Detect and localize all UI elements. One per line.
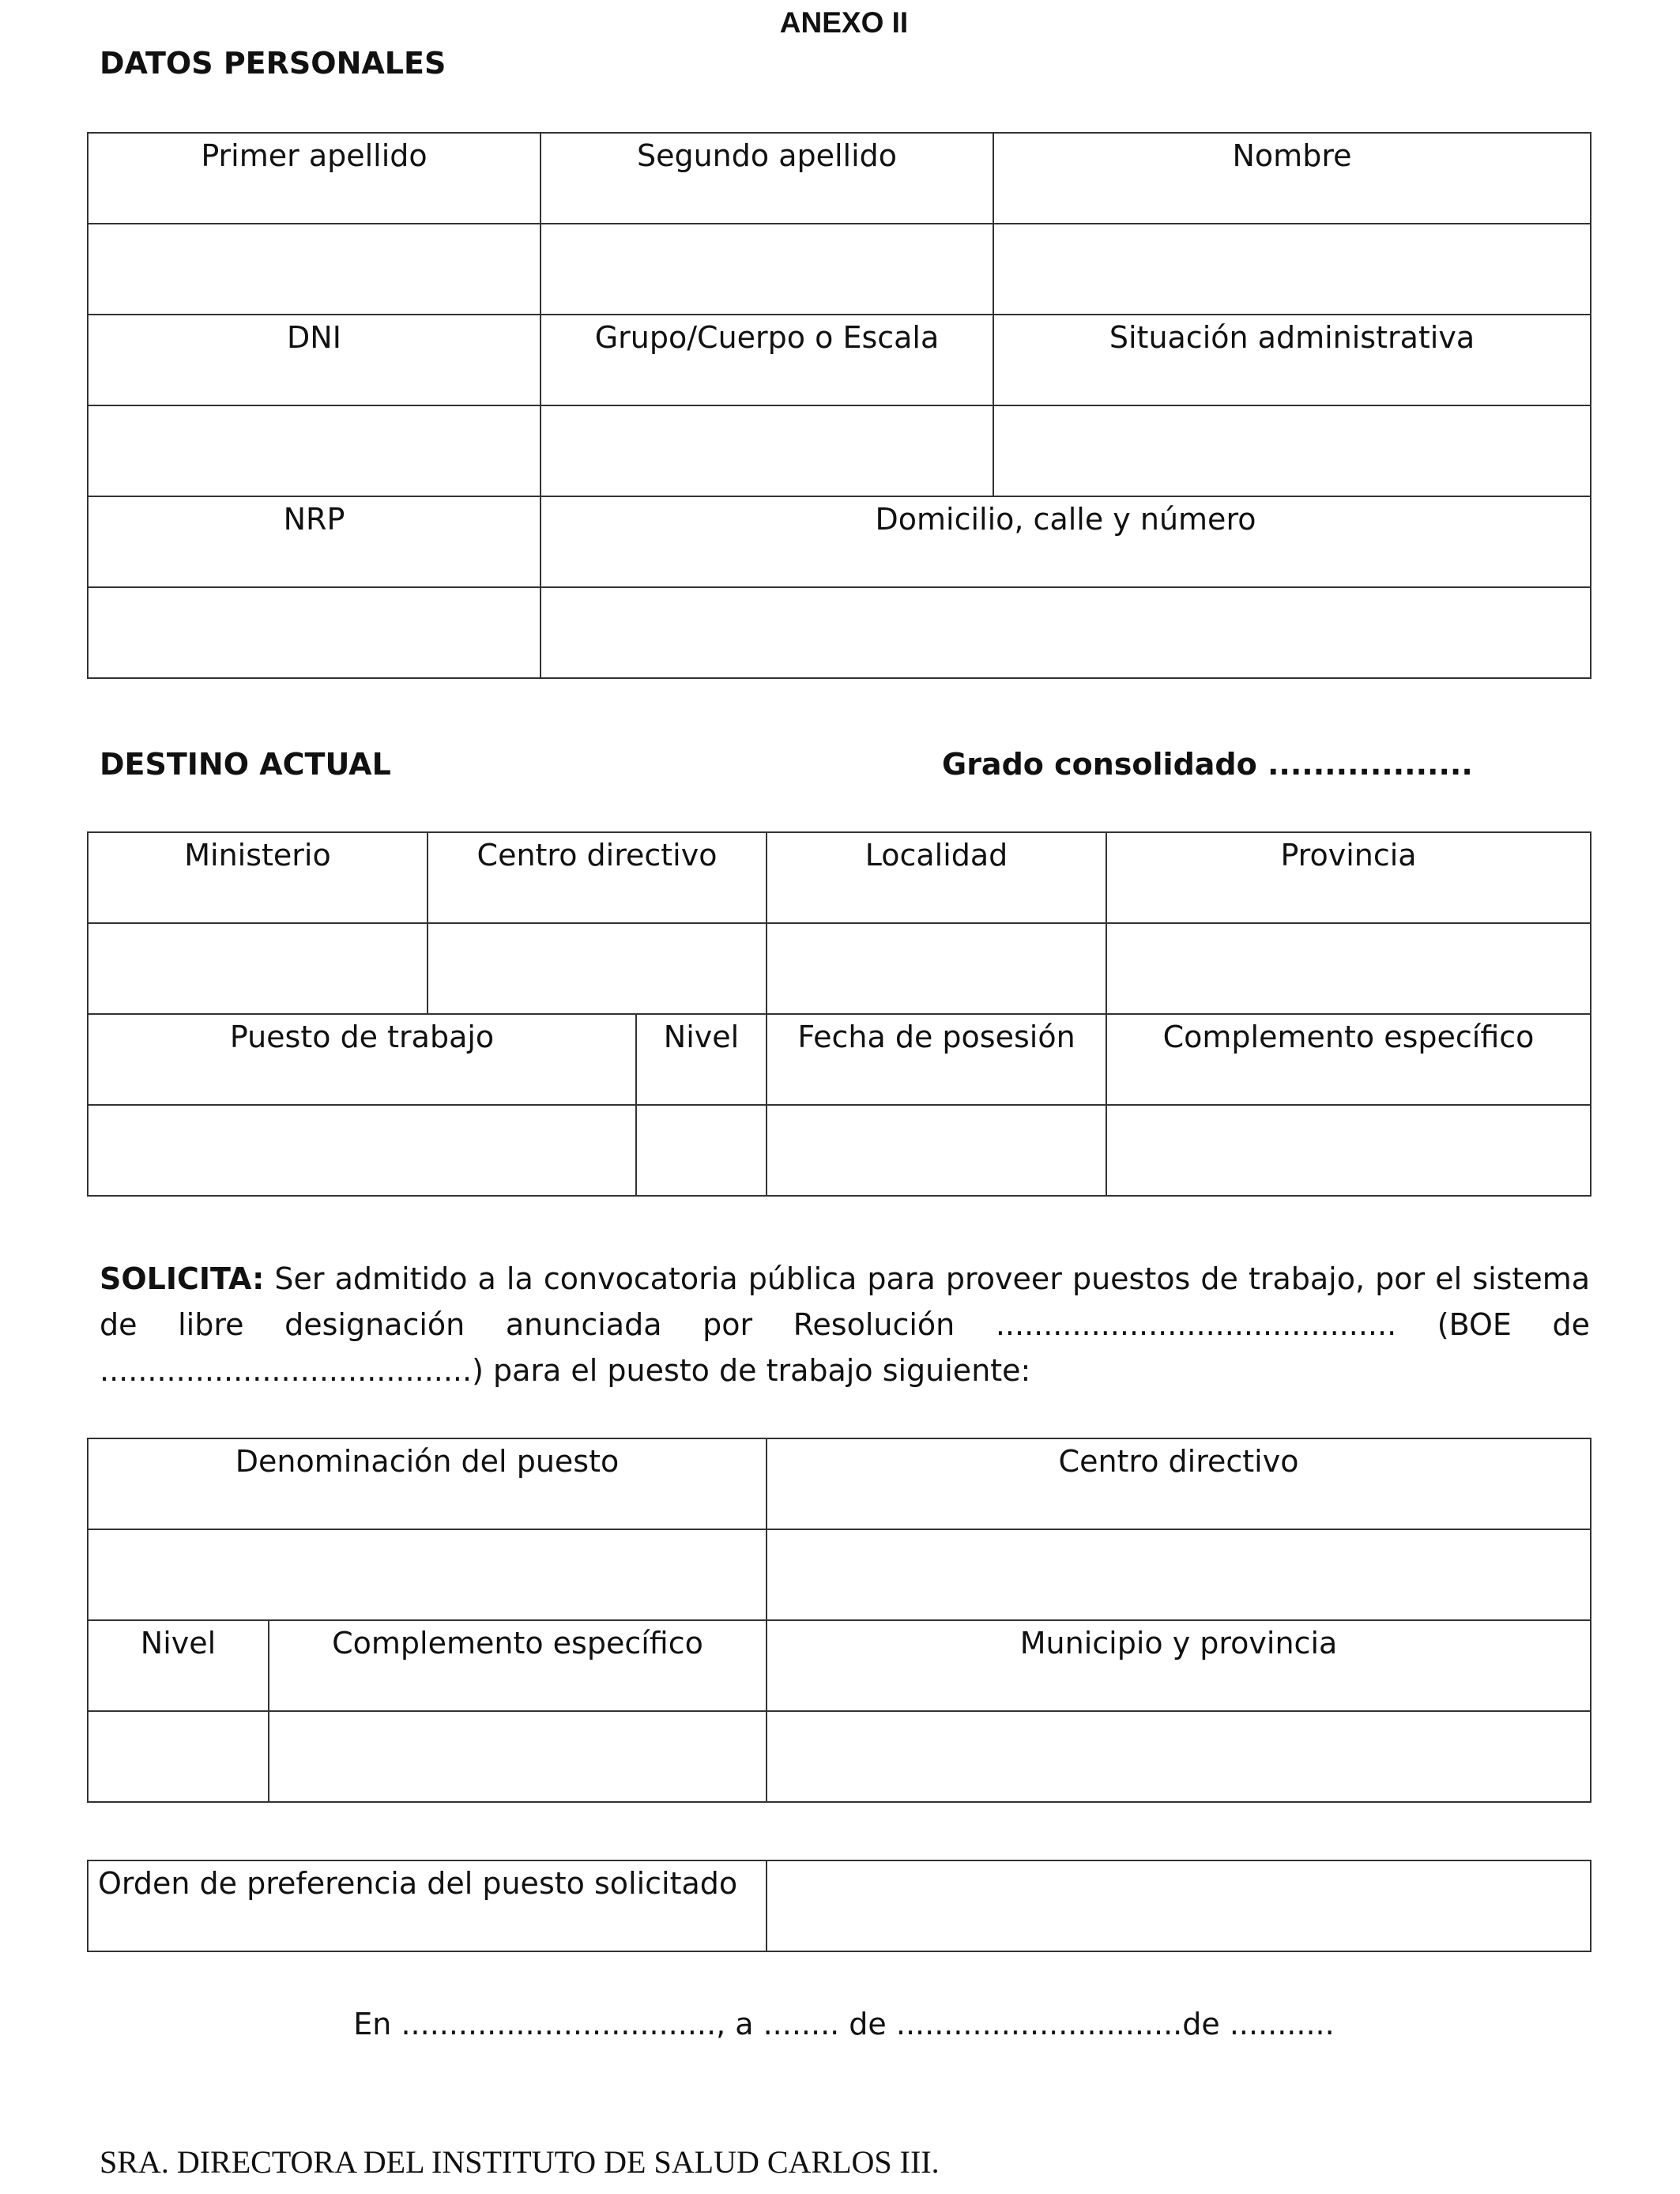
label-dni: DNI <box>88 315 541 405</box>
table-row <box>88 405 1591 496</box>
dni-field[interactable] <box>88 405 541 496</box>
label-second-surname: Segundo apellido <box>541 133 993 224</box>
table-row <box>88 587 1591 678</box>
group-body-scale-field[interactable] <box>541 405 993 496</box>
label-first-surname: Primer apellido <box>88 133 541 224</box>
requested-management-center-field[interactable] <box>767 1529 1591 1620</box>
preference-table <box>87 1860 1591 1952</box>
label-nrp: NRP <box>88 496 541 587</box>
label-requested-management-center: Centro directivo <box>767 1438 1591 1529</box>
municipality-province-field[interactable] <box>767 1711 1591 1802</box>
label-job-position: Puesto de trabajo <box>88 1014 636 1105</box>
label-administrative-status: Situación administrativa <box>993 315 1591 405</box>
current-post-table <box>87 831 1591 1197</box>
label-municipality-province: Municipio y provincia <box>767 1620 1591 1711</box>
section-heading-personal-data: DATOS PERSONALES <box>100 46 446 81</box>
label-management-center: Centro directivo <box>428 832 767 923</box>
level-field[interactable] <box>636 1105 767 1196</box>
specific-complement-field[interactable] <box>1106 1105 1591 1196</box>
label-possession-date: Fecha de posesión <box>767 1014 1106 1105</box>
label-requested-specific-complement: Complemento específico <box>269 1620 767 1711</box>
label-province: Provincia <box>1106 832 1591 923</box>
table-row <box>88 1014 1591 1105</box>
label-ministry: Ministerio <box>88 832 428 923</box>
management-center-field[interactable] <box>428 923 767 1014</box>
requested-specific-complement-field[interactable] <box>269 1711 767 1802</box>
label-locality: Localidad <box>767 832 1106 923</box>
possession-date-field[interactable] <box>767 1105 1106 1196</box>
request-paragraph <box>100 1256 1590 1393</box>
table-row <box>88 923 1591 1014</box>
second-surname-field[interactable] <box>541 224 993 315</box>
table-row <box>88 1860 1591 1951</box>
label-name: Nombre <box>993 133 1591 224</box>
locality-field[interactable] <box>767 923 1106 1014</box>
addressee-footer: SRA. DIRECTORA DEL INSTITUTO DE SALUD CARLOS III. <box>100 2144 940 2180</box>
annex-title: ANEXO II <box>779 6 909 39</box>
personal-data-table <box>87 132 1591 679</box>
table-row <box>88 315 1591 405</box>
requested-post-table <box>87 1438 1591 1803</box>
section-heading-current-post: DESTINO ACTUAL <box>100 747 391 782</box>
address-field[interactable] <box>541 587 1591 678</box>
name-field[interactable] <box>993 224 1591 315</box>
label-group-body-scale: Grupo/Cuerpo o Escala <box>541 315 993 405</box>
requested-level-field[interactable] <box>88 1711 269 1802</box>
table-row <box>88 1105 1591 1196</box>
consolidated-grade: Grado consolidado .................. <box>942 747 1473 782</box>
request-text: Ser admitido a la convocatoria pública para proveer puestos de trabajo, por el sistema de libre designación anunciada por Resolución .......................................... (BOE de .......................................) para el puesto de trabajo siguiente: <box>100 1261 1590 1388</box>
place-date-line: En ................................., a ........ de ..............................de ........... <box>353 2007 1335 2041</box>
label-post-name: Denominación del puesto <box>88 1438 767 1529</box>
province-field[interactable] <box>1106 923 1591 1014</box>
table-row <box>88 133 1591 224</box>
nrp-field[interactable] <box>88 587 541 678</box>
table-row <box>88 1620 1591 1711</box>
table-row <box>88 1711 1591 1802</box>
administrative-status-field[interactable] <box>993 405 1591 496</box>
table-row <box>88 1529 1591 1620</box>
post-name-field[interactable] <box>88 1529 767 1620</box>
table-row <box>88 1438 1591 1529</box>
label-specific-complement: Complemento específico <box>1106 1014 1591 1105</box>
table-row <box>88 224 1591 315</box>
preference-order-field[interactable] <box>767 1860 1591 1951</box>
table-row <box>88 832 1591 923</box>
job-position-field[interactable] <box>88 1105 636 1196</box>
label-address: Domicilio, calle y número <box>541 496 1591 587</box>
first-surname-field[interactable] <box>88 224 541 315</box>
label-requested-level: Nivel <box>88 1620 269 1711</box>
label-preference-order: Orden de preferencia del puesto solicitado <box>88 1860 767 1951</box>
ministry-field[interactable] <box>88 923 428 1014</box>
request-label: SOLICITA: <box>100 1261 265 1296</box>
table-row <box>88 496 1591 587</box>
label-level: Nivel <box>636 1014 767 1105</box>
